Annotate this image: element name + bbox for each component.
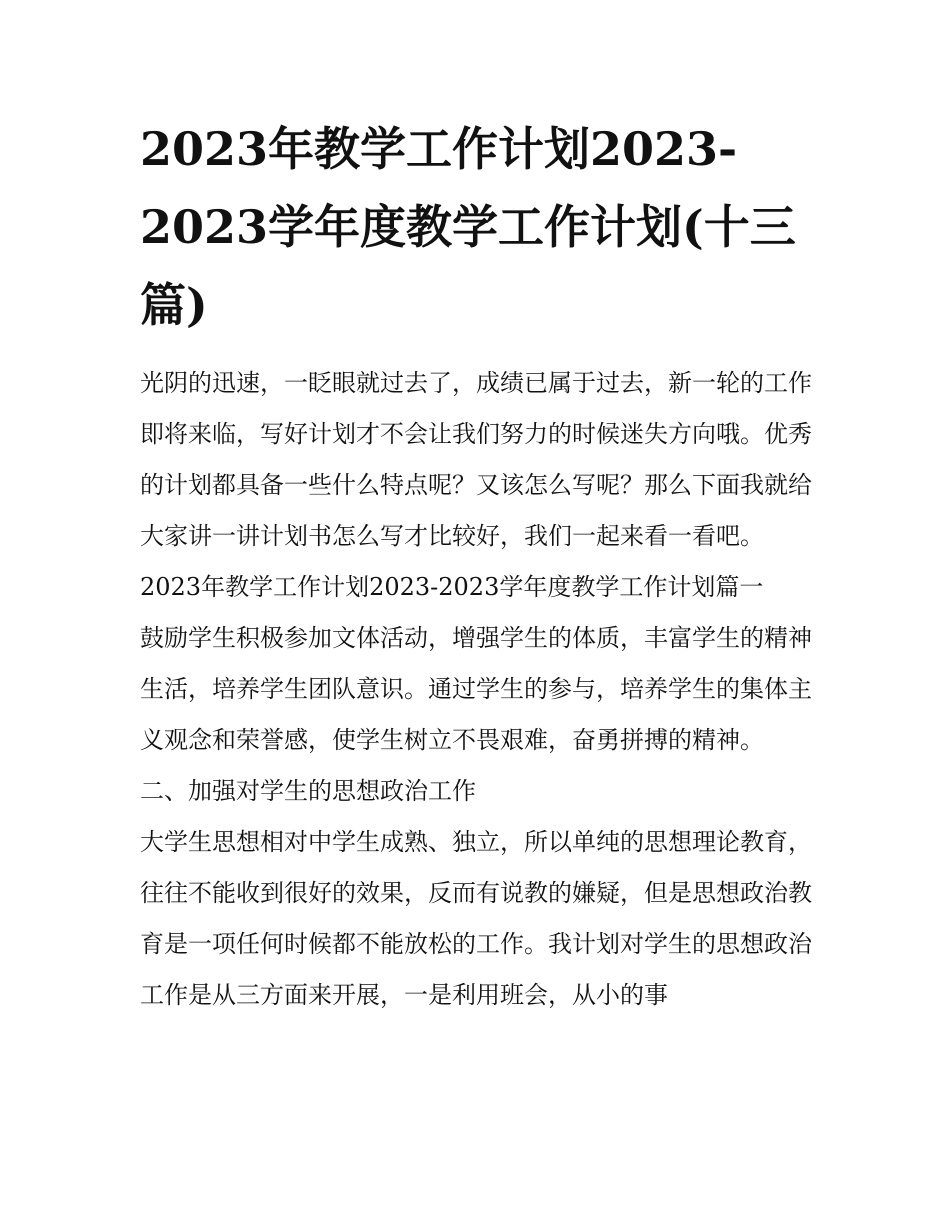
section-title: 2023年教学工作计划2023-2023学年度教学工作计划篇一 — [140, 573, 764, 601]
document-title: 2023年教学工作计划2023-2023学年度教学工作计划(十三篇) — [140, 122, 796, 332]
document-body — [140, 358, 812, 1021]
intro-paragraph: 光阴的迅速，一眨眼就过去了，成绩已属于过去，新一轮的工作即将来临，写好计划才不会让我们努力的时候迷失方向哦。优秀的计划都具备一些什么特点呢？又该怎么写呢？那么下面我就给大家讲一讲计划书怎么写才比较好，我们一起来看一看吧。 — [140, 369, 812, 550]
section-heading-2: 二、加强对学生的思想政治工作 — [140, 777, 476, 805]
paragraph-1: 鼓励学生积极参加文体活动，增强学生的体质，丰富学生的精神生活，培养学生团队意识。通过学生的参与，培养学生的集体主义观念和荣誉感，使学生树立不畏艰难，奋勇拼搏的精神。 — [140, 624, 812, 754]
document-page — [140, 110, 812, 1021]
paragraph-2: 大学生思想相对中学生成熟、独立，所以单纯的思想理论教育，往往不能收到很好的效果，反而有说教的嫌疑，但是思想政治教育是一项任何时候都不能放松的工作。我计划对学生的思想政治工作是从三方面来开展，一是利用班会，从小的事 — [140, 828, 812, 1009]
